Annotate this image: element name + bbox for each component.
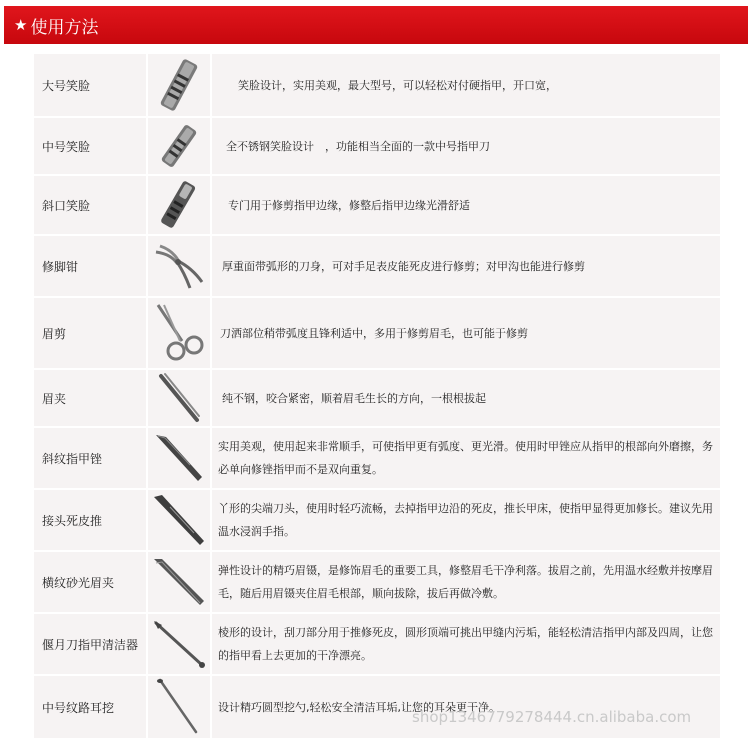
- table-row: [34, 552, 720, 612]
- table-row: [34, 298, 720, 368]
- tool-image: [148, 614, 210, 674]
- tool-name: 中号纹路耳挖: [42, 700, 115, 715]
- table-row: [34, 490, 720, 550]
- tool-name: 偃月刀指甲清洁器: [42, 637, 139, 652]
- tool-description: 专门用于修剪指甲边缘，修整后指甲边缘光滑舒适: [228, 198, 470, 212]
- tool-description: 设计精巧圆型挖勺,轻松安全清洁耳垢,让您的耳朵更干净。: [218, 700, 500, 714]
- tool-name: 横纹砂光眉夹: [42, 575, 115, 590]
- cuticle-pusher-icon: [150, 491, 208, 549]
- table-row: [34, 118, 720, 174]
- nail-cleaner-icon: [150, 615, 208, 673]
- tool-description: 棱形的设计，刮刀部分用于推修死皮，圆形顶端可挑出甲缝内污垢，能轻松清洁指甲内部及四周，让您的指甲看上去更加的干净漂亮。: [218, 626, 713, 662]
- table-row: [34, 428, 720, 488]
- tool-image: [148, 676, 210, 738]
- tool-description: 弹性设计的精巧眉镊，是修饰眉毛的重要工具，修整眉毛干净利落。拔眉之前，先用温水经敷并按摩眉毛，随后用眉镊夹住眉毛根部，顺向拔除，拔后再做冷敷。: [218, 564, 713, 600]
- tool-description: 全不锈钢笑脸设计 ，功能相当全面的一款中号指甲刀: [226, 139, 490, 153]
- tool-name: 斜纹指甲锉: [42, 451, 103, 466]
- cuticle-nipper-icon: [150, 238, 208, 294]
- tool-description: 笑脸设计，实用美观，最大型号，可以轻松对付硬指甲，开口宽，: [238, 78, 557, 92]
- medium-nail-clipper-icon: [151, 118, 207, 174]
- eyebrow-scissors-icon: [150, 301, 208, 365]
- tool-name: 接头死皮推: [42, 513, 103, 528]
- tool-image: [148, 552, 210, 612]
- shop-watermark: shop1346779278444.cn.alibaba.com: [412, 708, 692, 726]
- ear-pick-icon: [150, 676, 208, 738]
- star-icon: ★: [14, 16, 28, 34]
- table-row: [34, 676, 720, 738]
- tool-description: 丫形的尖端刀头，使用时轻巧流畅，去掉指甲边沿的死皮，推长甲床，使指甲显得更加修长。建议先用温水浸润手指。: [218, 502, 713, 538]
- large-nail-clipper-icon: [149, 55, 209, 115]
- table-row: [34, 614, 720, 674]
- tool-image: [148, 490, 210, 550]
- nail-file-icon: [150, 429, 208, 487]
- tool-name: 眉夹: [42, 391, 67, 406]
- tool-image: [148, 118, 210, 174]
- tool-image: [148, 176, 210, 234]
- section-title: 使用方法: [30, 17, 99, 38]
- tool-image: [148, 54, 210, 116]
- tool-name: 大号笑脸: [42, 78, 91, 93]
- table-row: [34, 370, 720, 426]
- eyebrow-tweezers-icon: [151, 370, 207, 426]
- table-row: [34, 236, 720, 296]
- tool-description: 纯不钢，咬合紧密，顺着眉毛生长的方向，一根根拔起: [222, 391, 486, 405]
- tool-name: 中号笑脸: [42, 139, 91, 154]
- tool-image: [148, 370, 210, 426]
- tool-description: 实用美观，使用起来非常顺手，可使指甲更有弧度、更光滑。使用时甲锉应从指甲的根部向外磨擦，务必单向修锉指甲而不是双向重复。: [218, 440, 713, 476]
- tool-description: 刀洒部位稍带弧度且锋利适中，多用于修剪眉毛，也可能于修剪: [220, 326, 528, 340]
- table-row: [34, 176, 720, 234]
- tool-name: 斜口笑脸: [42, 198, 91, 213]
- slant-nail-clipper-icon: [151, 177, 207, 233]
- tool-description: 厚重面带弧形的刀身，可对手足表皮能死皮进行修剪；对甲沟也能进行修剪: [222, 259, 585, 273]
- table-row: [34, 54, 720, 116]
- tool-image: [148, 236, 210, 296]
- section-header: [4, 6, 748, 44]
- tool-name: 修脚钳: [42, 259, 79, 274]
- tool-image: [148, 298, 210, 368]
- tool-name: 眉剪: [42, 326, 67, 341]
- tool-image: [148, 428, 210, 488]
- sanded-tweezers-icon: [150, 553, 208, 611]
